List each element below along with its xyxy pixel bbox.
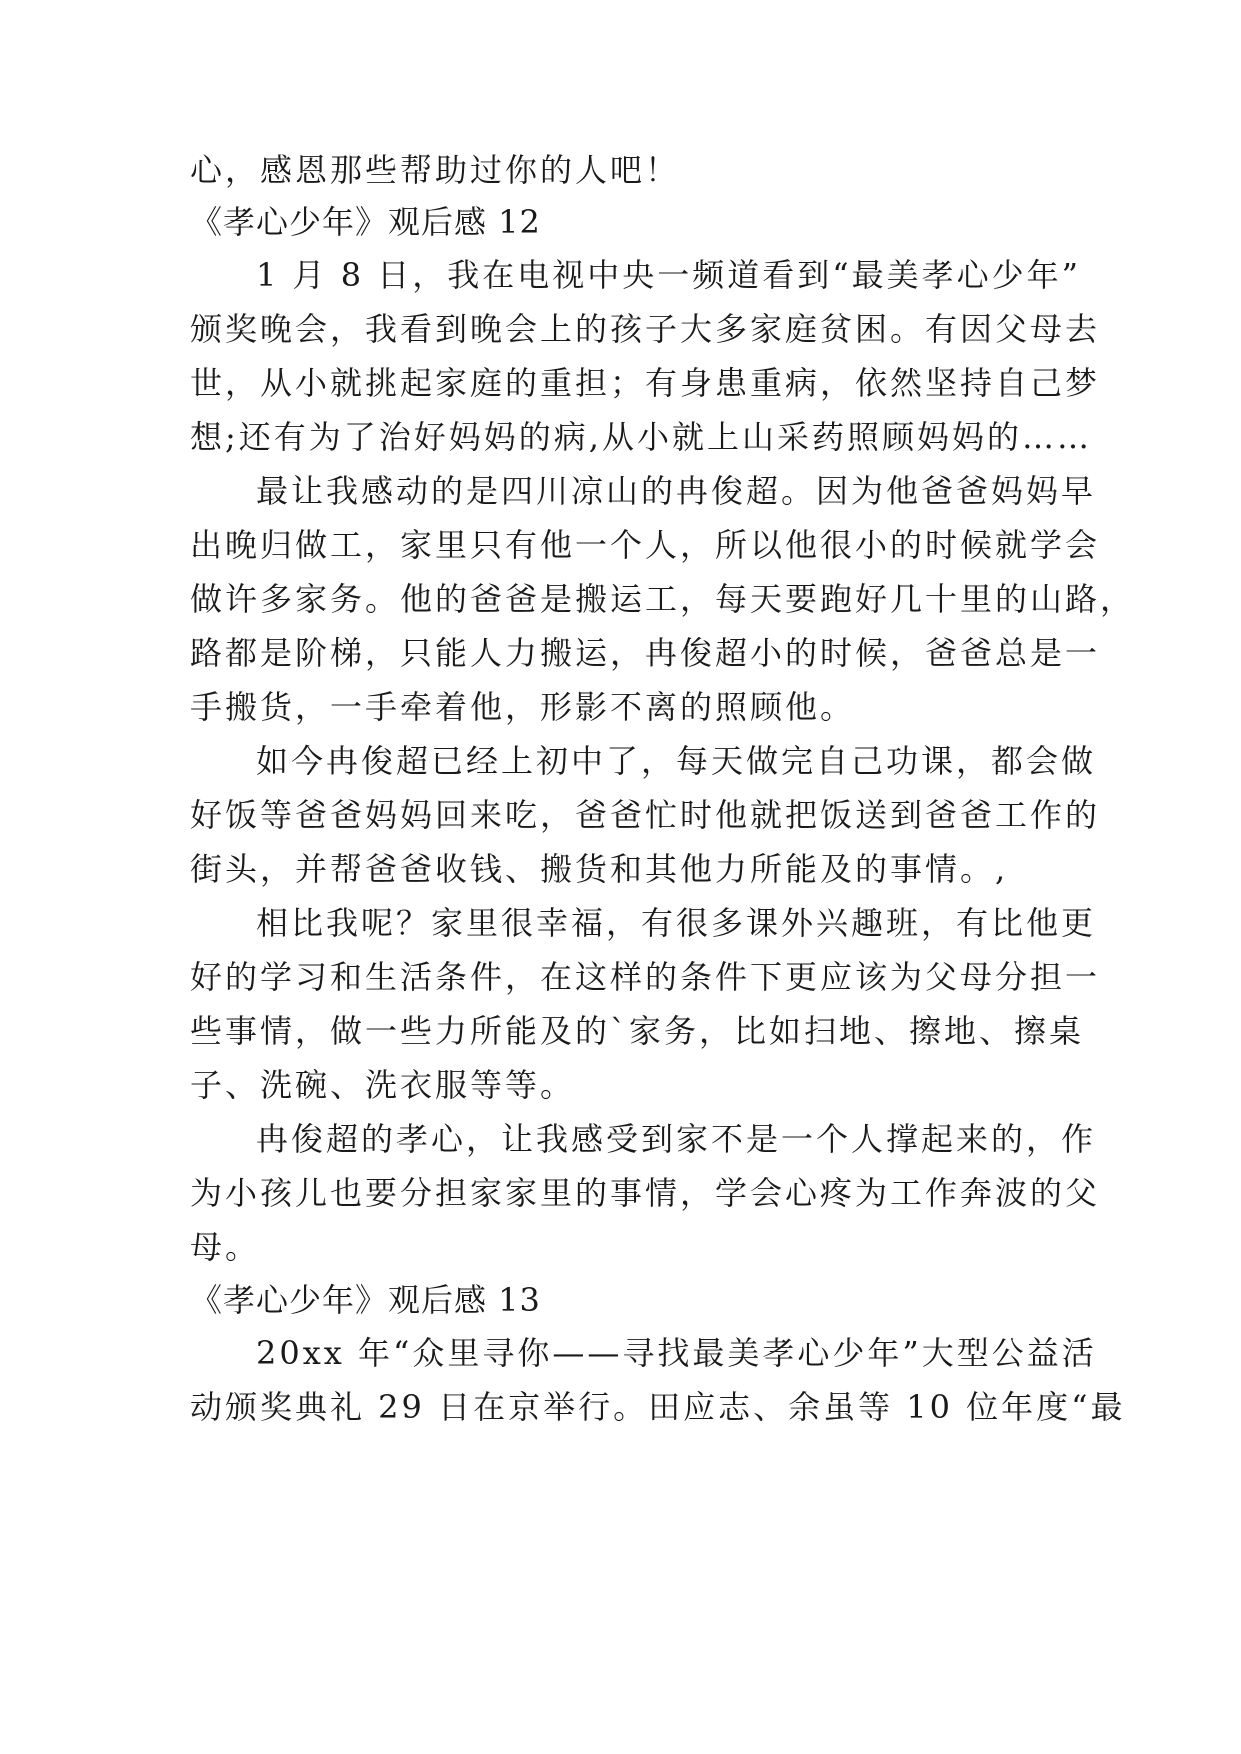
paragraph-line: 相比我呢？家里很幸福，有很多课外兴趣班，有比他更 (256, 904, 1097, 942)
paragraph-line: 路都是阶梯，只能人力搬运，冉俊超小的时候，爸爸总是一 (190, 634, 1101, 672)
paragraph-line: 母。 (190, 1228, 261, 1266)
paragraph-line: 动颁奖典礼 29 日在京举行。田应志、余虽等 10 位年度“最 (190, 1388, 1126, 1426)
paragraph-line: 街头，并帮爸爸收钱、搬货和其他力所能及的事情。, (190, 850, 1009, 888)
paragraph-line: 最让我感动的是四川凉山的冉俊超。因为他爸爸妈妈早 (256, 472, 1097, 510)
paragraph-line: 20xx 年“众里寻你——寻找最美孝心少年”大型公益活 (256, 1334, 1097, 1372)
paragraph-line: 好饭等爸爸妈妈回来吃，爸爸忙时他就把饭送到爸爸工作的 (190, 796, 1101, 834)
paragraph-line: 想;还有为了治好妈妈的病,从小就上山采药照顾妈妈的…… (190, 418, 1092, 456)
paragraph-line: 好的学习和生活条件，在这样的条件下更应该为父母分担一 (190, 958, 1101, 996)
paragraph-line: 出晚归做工，家里只有他一个人，所以他很小的时候就学会 (190, 526, 1101, 564)
text-line: 心，感恩那些帮助过你的人吧！ (190, 151, 681, 189)
paragraph-line: 为小孩儿也要分担家家里的事情，学会心疼为工作奔波的父 (190, 1174, 1101, 1212)
paragraph-line: 颁奖晚会，我看到晚会上的孩子大多家庭贫困。有因父母去 (190, 310, 1101, 348)
paragraph-line: 如今冉俊超已经上初中了，每天做完自己功课，都会做 (256, 742, 1097, 780)
section-heading: 《孝心少年》观后感 12 (190, 203, 541, 241)
section-heading: 《孝心少年》观后感 13 (190, 1281, 541, 1319)
paragraph-line: 子、洗碗、洗衣服等等。 (190, 1066, 576, 1104)
paragraph-line: 做许多家务。他的爸爸是搬运工，每天要跑好几十里的山路， (190, 580, 1136, 618)
paragraph-line: 冉俊超的孝心，让我感受到家不是一个人撑起来的，作 (256, 1120, 1097, 1158)
paragraph-line: 1 月 8 日，我在电视中央一频道看到“最美孝心少年” (256, 256, 1081, 294)
paragraph-line: 手搬货，一手牵着他，形影不离的照顾他。 (190, 688, 856, 726)
paragraph-line: 些事情，做一些力所能及的`家务，比如扫地、擦地、擦桌 (190, 1012, 1085, 1050)
paragraph-line: 世，从小就挑起家庭的重担；有身患重病，依然坚持自己梦 (190, 364, 1101, 402)
